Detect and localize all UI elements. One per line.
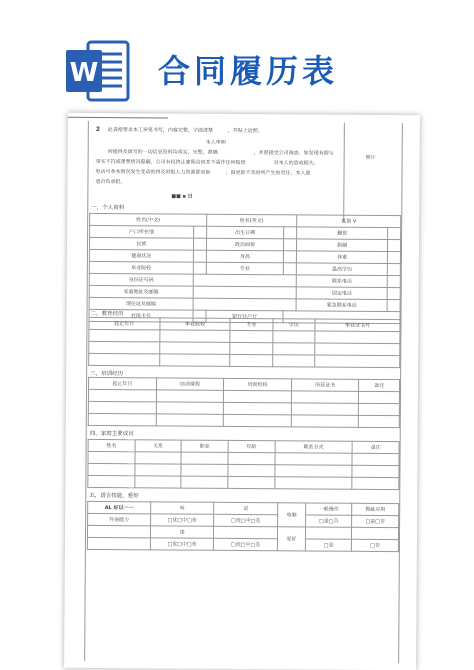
comp-basic: 一般操作 [306,503,353,515]
lang-listen-opt: □优□中□差 [150,514,214,526]
train-col-course: 培训课程 [156,378,224,390]
photo-border [343,123,345,223]
gender-label: 性别 V [297,215,401,228]
intro-line1b: ，并贴上近照。 [227,127,263,135]
contact-label: 联系电话 [297,275,388,288]
page-title: 合同履历表 [158,52,339,90]
personal-table [88,213,401,324]
computer-label: 电脑 [278,503,306,527]
fam-col-job: 职业 [181,440,228,452]
train-col-org: 培训机构 [224,378,292,390]
major-label: 专业 [206,262,284,275]
fam-col-name: 姓名 [88,439,135,451]
fam-col-note: 备注 [352,441,399,453]
hobby-no: □否 [352,539,399,551]
lang-speak: 说 [214,502,278,514]
name-cn-label: 姓名(中文) [90,213,207,226]
edu-col-school: 毕业院校 [160,318,231,330]
marriage-label: 婚姻 [297,239,388,252]
word-icon [66,40,130,102]
intro-line4b: ；因更新不及时所产生的责任，本人愿 [225,169,311,177]
lang-write-opt: □优□中□差 [214,538,278,550]
lang-read-opt: □优□中□差 [150,538,214,550]
document-page [64,113,420,670]
fixed-phone-label: 固定电话 [296,287,387,300]
lang-row1-label: AL 好以一一 [88,501,151,513]
id-label: 身份证号码 [89,273,193,286]
signature-date: ■■ ▪ 日 [171,193,193,200]
train-col-period: 起止年月 [89,377,157,389]
edu-col-major: 专业 [230,318,273,330]
bank-label: 银行开户行 [206,310,284,323]
intro-line3a: 事实不符或重要情况隐瞒，公司有权终止雇佣合同并不需作任何赔偿 [95,158,246,167]
hobby-label: 爱好 [277,527,305,551]
edu-col-degree: 学历 [273,319,316,331]
fam-col-relation: 关系 [135,440,182,452]
intro-line2b: ，并愿接受公司调查。如发现有假与 [253,150,334,157]
scan-artifact [68,117,168,119]
training-table [88,377,400,428]
lang-listen: 听 [150,502,214,514]
train-col-cert: 所获证书 [291,379,359,391]
lang-read: 读 [150,526,214,538]
jiguan-label: 籍贯 [297,227,388,240]
intro-line5: 意自负承担。 [95,178,126,186]
language-table [87,501,399,552]
hobby-yes: □是 [305,539,352,551]
cur-addr-label: 现住址及邮编 [89,297,193,310]
degree-label: 最高学历 [297,263,388,276]
section-training: 三，培训经历 [90,370,124,378]
svg-text:W: W [69,58,99,88]
intro-line3b: 对本人的造成损失。 [273,160,319,167]
intro-signer: 本人申明 [205,139,226,146]
intro-line4a: 电话号条本情况发生变动的将及时报人力资源部更新 [95,168,211,176]
weight-label: 体重 [297,251,388,264]
fam-col-contact: 联系方式 [275,441,353,454]
health-label: 健康状况 [89,249,193,262]
photo-label: 照片 [365,154,376,161]
comp-skilled-opt: □是□否 [352,515,399,527]
lang-row2-label: 外语能力 [88,513,151,525]
comp-basic-opt: □是□否 [305,515,352,527]
train-col-note: 备注 [359,379,400,391]
birth-label: 出生日期 [206,226,284,239]
name-en-label: 姓名(英文) [206,214,297,227]
emergency-label: 紧急联系电话 [296,299,387,312]
home-addr-label: 家庭地址及邮编 [89,285,193,298]
politics-label: 政治面貌 [206,238,284,251]
header [0,0,474,110]
section-family: 四，家庭主要成员 [89,430,134,438]
school-label: 毕业院校 [89,261,193,274]
family-table [87,439,399,490]
fam-col-age: 年龄 [228,440,275,452]
hukou-label: 户口所在地 [90,225,194,238]
education-table [88,317,400,368]
ethnic-label: 民族 [89,237,193,250]
intro-num: 2 [95,125,101,134]
section-language: 五，语言技能，爱好 [89,492,139,500]
height-label: 身高 [206,250,284,263]
edu-col-period: 起止年月 [89,317,160,329]
section-personal: 一，个人资料 [91,204,125,212]
intro-line2a: 所提供及填写的一切信息资料均真实，完整，准确 [107,149,218,156]
comp-skilled: 熟练应用 [352,503,399,515]
edu-col-cert: 毕业证书号 [315,319,400,332]
social-label: 社保卡号 [89,309,193,322]
intro-line1a: 此表格要求本工亲笔书写，内容完整，字迹清楚 [107,127,213,134]
lang-speak-opt: □优□中□差 [214,514,278,526]
section-education: 二，教育经历 [90,310,124,318]
